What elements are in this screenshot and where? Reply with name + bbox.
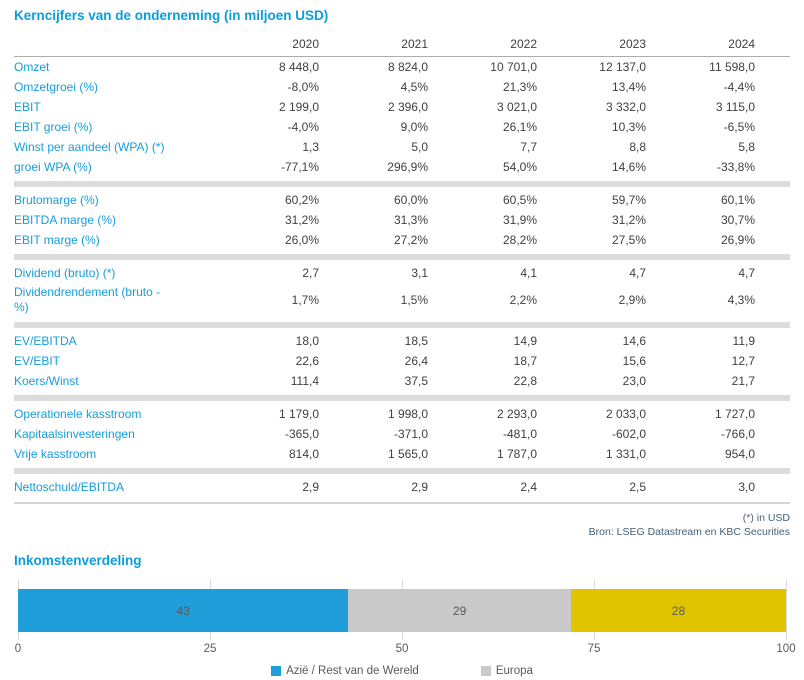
row-label xyxy=(14,402,210,424)
row-label-text: EBITDA marge (%) xyxy=(14,213,117,227)
legend-swatch xyxy=(271,666,281,676)
bar-segment-value: 28 xyxy=(671,603,686,618)
legend-swatch xyxy=(481,666,491,676)
income-distribution-chart xyxy=(14,568,796,680)
row-spacer xyxy=(755,283,790,320)
cell-value: -766,0 xyxy=(720,426,755,441)
cell-value: 14,6 xyxy=(622,333,646,348)
cell-value: 8 448,0 xyxy=(278,60,319,74)
table-row xyxy=(14,57,790,78)
bar-segment-value: 29 xyxy=(452,603,467,618)
legend-item xyxy=(271,665,419,677)
bar-plot xyxy=(18,580,786,640)
year-column-header: 2021 xyxy=(319,35,428,57)
row-label-text: EBIT marge (%) xyxy=(14,233,100,247)
cell-value: 2 293,0 xyxy=(496,406,537,421)
row-label-text: Brutomarge (%) xyxy=(14,193,99,207)
row-spacer xyxy=(755,137,790,157)
cell-value: 22,8 xyxy=(513,373,537,388)
section-separator-band xyxy=(14,393,790,403)
row-spacer xyxy=(755,402,790,424)
section-separator-band xyxy=(14,320,790,330)
row-label xyxy=(14,424,210,444)
cell-value: 4,3% xyxy=(727,293,755,308)
cell-value: 12 137,0 xyxy=(599,60,646,74)
cell-value: 3,1 xyxy=(411,266,428,280)
cell-value: 4,7 xyxy=(629,266,646,280)
cell-value: 11,9 xyxy=(732,333,755,348)
row-label-text: Vrije kasstroom xyxy=(14,446,97,461)
row-label xyxy=(14,97,210,117)
cell-value: 59,7% xyxy=(611,193,646,207)
row-spacer xyxy=(755,157,790,179)
row-label xyxy=(14,137,210,157)
footnote-source: Bron: LSEG Datastream en KBC Securities xyxy=(588,526,790,539)
row-spacer xyxy=(755,444,790,466)
cell-value: 2,9 xyxy=(302,479,319,494)
key-figures-table xyxy=(14,35,790,506)
gridline xyxy=(786,580,787,640)
row-spacer xyxy=(755,371,790,393)
header-spacer xyxy=(755,35,790,57)
cell-value: 7,7 xyxy=(520,140,537,154)
cell-value: 18,7 xyxy=(513,353,537,368)
row-label-text: Omzetgroei (%) xyxy=(14,80,99,94)
cell-value: -6,5% xyxy=(723,120,755,134)
row-label-text: Winst per aandeel (WPA) (*) xyxy=(14,140,165,154)
cell-value: 2 199,0 xyxy=(278,100,319,114)
cell-value: 1 787,0 xyxy=(496,446,537,461)
table-row xyxy=(14,97,790,117)
row-label-text: Koers/Winst xyxy=(14,373,79,388)
cell-value: 1 727,0 xyxy=(714,406,755,421)
cell-value: 14,6% xyxy=(611,160,646,174)
cell-value: 60,5% xyxy=(502,193,537,207)
cell-value: 10,3% xyxy=(611,120,646,134)
cell-value: 21,3% xyxy=(502,80,537,94)
cell-value: -8,0% xyxy=(287,80,319,94)
cell-value: 2,4 xyxy=(520,479,537,494)
cell-value: 37,5 xyxy=(404,373,428,388)
cell-value: 111,4 xyxy=(290,373,319,388)
section-separator xyxy=(14,179,790,189)
cell-value: -4,4% xyxy=(723,80,755,94)
cell-value: -365,0 xyxy=(284,426,319,441)
cell-value: 27,2% xyxy=(393,233,428,247)
year-column-header: 2023 xyxy=(537,35,646,57)
cell-value: 5,0 xyxy=(411,140,428,154)
x-axis xyxy=(14,643,796,657)
x-axis-tick-label: 75 xyxy=(587,643,601,656)
cell-value: -33,8% xyxy=(716,160,755,174)
table-row xyxy=(14,283,790,320)
cell-value: 2,7 xyxy=(302,266,319,280)
cell-value: 28,2% xyxy=(502,233,537,247)
table-header-row xyxy=(14,35,790,57)
row-label-text: EBIT xyxy=(14,100,41,114)
row-label xyxy=(14,262,210,284)
cell-value: 4,1 xyxy=(520,266,537,280)
table-row xyxy=(14,157,790,179)
cell-value: 3 332,0 xyxy=(605,100,646,114)
x-axis-tick-label: 0 xyxy=(14,643,22,656)
cell-value: 2 396,0 xyxy=(387,100,428,114)
table-row xyxy=(14,262,790,284)
footnote-unit: (*) in USD xyxy=(742,511,790,524)
cell-value: 18,0 xyxy=(295,333,319,348)
cell-value: 1 565,0 xyxy=(387,446,428,461)
cell-value: 10 701,0 xyxy=(490,60,537,74)
row-label-text: Omzet xyxy=(14,60,50,74)
table-row xyxy=(14,351,790,371)
cell-value: 1 179,0 xyxy=(278,406,319,421)
table-row xyxy=(14,117,790,137)
section-separator-band xyxy=(14,179,790,189)
row-label xyxy=(14,475,210,499)
table-row xyxy=(14,77,790,97)
cell-value: 1,7% xyxy=(291,293,319,308)
row-label xyxy=(14,351,210,371)
bar-segment xyxy=(348,589,571,632)
cell-value: -4,0% xyxy=(287,120,319,134)
table-row xyxy=(14,329,790,351)
cell-value: 8,8 xyxy=(629,140,646,154)
row-label xyxy=(14,371,210,393)
cell-value: 31,2% xyxy=(284,213,319,227)
table-row xyxy=(14,424,790,444)
year-column-header: 2020 xyxy=(210,35,319,57)
cell-value: 21,7 xyxy=(731,373,755,388)
table-row xyxy=(14,189,790,211)
row-label-text: EV/EBITDA xyxy=(14,333,77,348)
row-label xyxy=(14,230,210,252)
row-label-text: Kapitaalsinvesteringen xyxy=(14,426,135,441)
cell-value: -602,0 xyxy=(611,426,646,441)
section-separator xyxy=(14,320,790,330)
cell-value: 30,7% xyxy=(720,213,755,227)
cell-value: 2,2% xyxy=(509,293,537,308)
row-label xyxy=(14,157,210,179)
row-spacer xyxy=(755,117,790,137)
cell-value: 23,0 xyxy=(622,373,646,388)
cell-value: 13,4% xyxy=(611,80,646,94)
cell-value: 954,0 xyxy=(724,446,755,461)
cell-value: 3,0 xyxy=(738,479,755,494)
table-row xyxy=(14,475,790,499)
section-separator-band xyxy=(14,466,790,476)
cell-value: -371,0 xyxy=(393,426,428,441)
chart-title: Inkomstenverdeling xyxy=(14,553,142,569)
x-axis-tick-label: 100 xyxy=(776,643,796,656)
section-separator xyxy=(14,466,790,476)
row-spacer xyxy=(755,77,790,97)
cell-value: 1,3 xyxy=(302,140,319,154)
section-separator xyxy=(14,252,790,262)
row-label-text: EV/EBIT xyxy=(14,353,61,368)
cell-value: -77,1% xyxy=(280,160,319,174)
cell-value: 22,6 xyxy=(295,353,319,368)
row-spacer xyxy=(755,475,790,499)
row-spacer xyxy=(755,189,790,211)
cell-value: 2,9 xyxy=(411,479,428,494)
row-spacer xyxy=(755,230,790,252)
cell-value: 4,7 xyxy=(738,266,755,280)
cell-value: -481,0 xyxy=(502,426,537,441)
table-body xyxy=(14,57,790,505)
cell-value: 3 115,0 xyxy=(715,100,755,114)
row-label-text: EBIT groei (%) xyxy=(14,120,93,134)
section-separator-band xyxy=(14,252,790,262)
table-row xyxy=(14,371,790,393)
x-axis-tick-label: 25 xyxy=(203,643,217,656)
row-label-text: Nettoschuld/EBITDA xyxy=(14,479,125,494)
cell-value: 26,1% xyxy=(502,120,537,134)
section-separator xyxy=(14,393,790,403)
legend-label: Europa xyxy=(495,665,533,678)
row-spacer xyxy=(755,351,790,371)
year-column-header: 2024 xyxy=(646,35,755,57)
row-label xyxy=(14,444,210,466)
page-title: Kerncijfers van de onderneming (in miljoen USD) xyxy=(14,8,329,23)
table-row xyxy=(14,137,790,157)
cell-value: 18,5 xyxy=(404,333,428,348)
legend-label: Azië / Rest van de Wereld xyxy=(286,665,419,678)
cell-value: 1 331,0 xyxy=(605,446,646,461)
cell-value: 4,5% xyxy=(400,80,428,94)
table-end-rule xyxy=(14,499,790,505)
row-spacer xyxy=(755,262,790,284)
stacked-bar xyxy=(18,589,786,632)
cell-value: 1,5% xyxy=(400,293,428,308)
cell-value: 15,6 xyxy=(622,353,646,368)
row-spacer xyxy=(755,210,790,230)
cell-value: 5,8 xyxy=(738,140,755,154)
row-label xyxy=(14,329,210,351)
row-label-text: groei WPA (%) xyxy=(14,160,92,174)
table-row xyxy=(14,444,790,466)
table-row xyxy=(14,230,790,252)
cell-value: 14,9 xyxy=(513,333,537,348)
row-label-text: Dividend (bruto) (*) xyxy=(14,266,116,280)
cell-value: 27,5% xyxy=(611,233,646,247)
cell-value: 26,4 xyxy=(404,353,428,368)
table-end-line xyxy=(14,499,790,505)
cell-value: 31,2% xyxy=(611,213,646,227)
cell-value: 2 033,0 xyxy=(605,406,646,421)
row-label xyxy=(14,57,210,78)
cell-value: 1 998,0 xyxy=(387,406,428,421)
x-axis-tick-label: 50 xyxy=(395,643,409,656)
cell-value: 11 598,0 xyxy=(709,60,755,74)
cell-value: 8 824,0 xyxy=(387,60,428,74)
row-spacer xyxy=(755,329,790,351)
cell-value: 31,9% xyxy=(502,213,537,227)
cell-value: 2,5 xyxy=(629,479,646,494)
cell-value: 296,9% xyxy=(387,160,428,174)
bar-segment xyxy=(18,589,348,632)
cell-value: 2,9% xyxy=(618,293,646,308)
row-spacer xyxy=(755,424,790,444)
cell-value: 60,0% xyxy=(393,193,428,207)
label-column-header xyxy=(14,35,210,57)
bar-segment xyxy=(571,589,786,632)
year-column-header: 2022 xyxy=(428,35,537,57)
table-row xyxy=(14,210,790,230)
cell-value: 60,2% xyxy=(284,193,319,207)
cell-value: 31,3% xyxy=(393,213,428,227)
cell-value: 26,0% xyxy=(284,233,319,247)
cell-value: 9,0% xyxy=(400,120,428,134)
row-label-text: Dividendrendement (bruto - %) xyxy=(14,285,161,315)
cell-value: 814,0 xyxy=(288,446,319,461)
row-label xyxy=(14,189,210,211)
bar-segment-value: 43 xyxy=(176,603,190,618)
row-label xyxy=(14,117,210,137)
table-row xyxy=(14,402,790,424)
cell-value: 26,9% xyxy=(720,233,755,247)
chart-legend xyxy=(14,665,790,677)
row-spacer xyxy=(755,97,790,117)
row-label xyxy=(14,283,210,320)
cell-value: 60,1% xyxy=(720,193,755,207)
row-label xyxy=(14,210,210,230)
row-label xyxy=(14,77,210,97)
legend-item xyxy=(481,665,533,677)
row-label-text: Operationele kasstroom xyxy=(14,406,142,421)
cell-value: 12,7 xyxy=(731,353,755,368)
row-spacer xyxy=(755,57,790,78)
cell-value: 54,0% xyxy=(502,160,537,174)
cell-value: 3 021,0 xyxy=(496,100,537,114)
footnotes xyxy=(14,511,790,540)
